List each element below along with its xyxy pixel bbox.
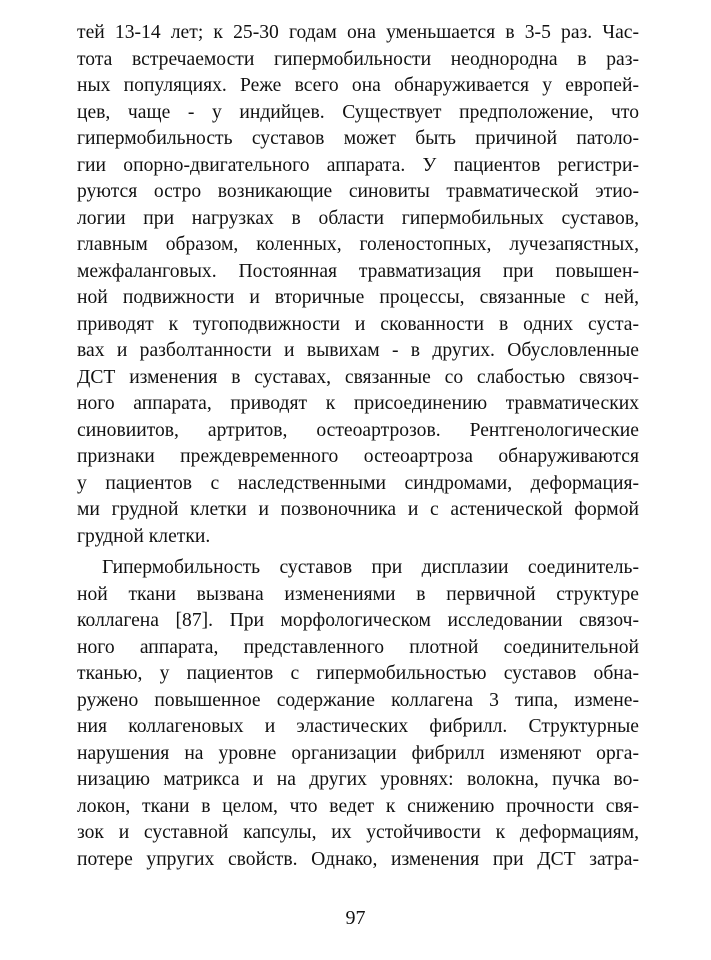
paragraph-1-line-14: ДСТ изменения в суставах, связанные со слабостью связоч-	[77, 366, 639, 388]
paragraph-1-line-13: вах и разболтанности и вывихам - в других. Обусловленные	[77, 340, 639, 361]
paragraph-2-line-8: нарушения на уровне организации фибрилл изменяют орга-	[77, 742, 639, 764]
paragraph-2-line-12: потере упругих свойств. Однако, изменения при ДСТ затра-	[77, 848, 639, 870]
paragraph-1-line-20: грудной клетки.	[77, 525, 211, 547]
paragraph-2-line-10: локон, ткани в целом, что ведет к снижению прочности свя-	[77, 795, 639, 817]
paragraph-2-line-9: низацию матрикса и на других уровнях: волокна, пучка во-	[77, 769, 639, 790]
paragraph-1-line-4: цев, чаще - у индийцев. Существует предположение, что	[77, 101, 639, 123]
paragraph-2-line-11: зок и суставной капсулы, их устойчивости к деформациям,	[77, 822, 639, 843]
paragraph-1-line-3: ных популяциях. Реже всего она обнаруживается у европей-	[77, 75, 639, 96]
paragraph-1-line-17: признаки преждевременного остеоартроза обнаруживаются	[77, 446, 639, 467]
paragraph-1-line-19: ми грудной клетки и позвоночника и с астенической формой	[77, 499, 639, 520]
page-number: 97	[345, 907, 366, 929]
paragraph-1-line-7: руются остро возникающие синовиты травматической этио-	[77, 181, 639, 202]
paragraph-1-line-12: приводят к тугоподвижности и скованности в одних суста-	[77, 313, 639, 335]
paragraph-1-line-9: главным образом, коленных, голеностопных, лучезапястных,	[77, 234, 639, 255]
paragraph-1-line-8: логии при нагрузках в области гипермобильных суставов,	[77, 207, 639, 229]
paragraph-1-line-2: тота встречаемости гипермобильности неоднородна в раз-	[77, 48, 639, 70]
paragraph-1-line-16: синовиитов, артритов, остеоартрозов. Рентгенологические	[77, 419, 639, 441]
paragraph-1-line-18: у пациентов с наследственными синдромами, деформация-	[77, 472, 639, 494]
paragraph-2-line-2: ной ткани вызвана изменениями в первичной структуре	[77, 583, 639, 605]
paragraph-1-line-10: межфаланговых. Постоянная травматизация при повышен-	[77, 260, 639, 282]
paragraph-2-line-4: ного аппарата, представленного плотной соединительной	[77, 636, 639, 658]
paragraph-2-line-7: ния коллагеновых и эластических фибрилл. Структурные	[77, 716, 639, 737]
paragraph-1-line-1: тей 13-14 лет; к 25-30 годам она уменьшается в 3-5 раз. Час-	[77, 22, 639, 43]
paragraph-2-line-6: ружено повышенное содержание коллагена 3 типа, измене-	[77, 689, 639, 711]
paragraph-1-line-6: гии опорно-двигательного аппарата. У пациентов регистри-	[77, 154, 639, 176]
paragraph-2-line-5: тканью, у пациентов с гипермобильностью суставов обна-	[77, 663, 639, 684]
paragraph-1-line-15: ного аппарата, приводят к присоединению травматических	[77, 393, 639, 414]
paragraph-2-line-3: коллагена [87]. При морфологическом исследовании связоч-	[77, 610, 639, 631]
paragraph-1-line-5: гипермобильность суставов может быть причиной патоло-	[77, 128, 639, 149]
paragraph-1-line-11: ной подвижности и вторичные процессы, связанные с ней,	[77, 287, 639, 308]
paragraph-2-line-1: Гипермобильность суставов при дисплазии соединитель-	[102, 557, 639, 578]
